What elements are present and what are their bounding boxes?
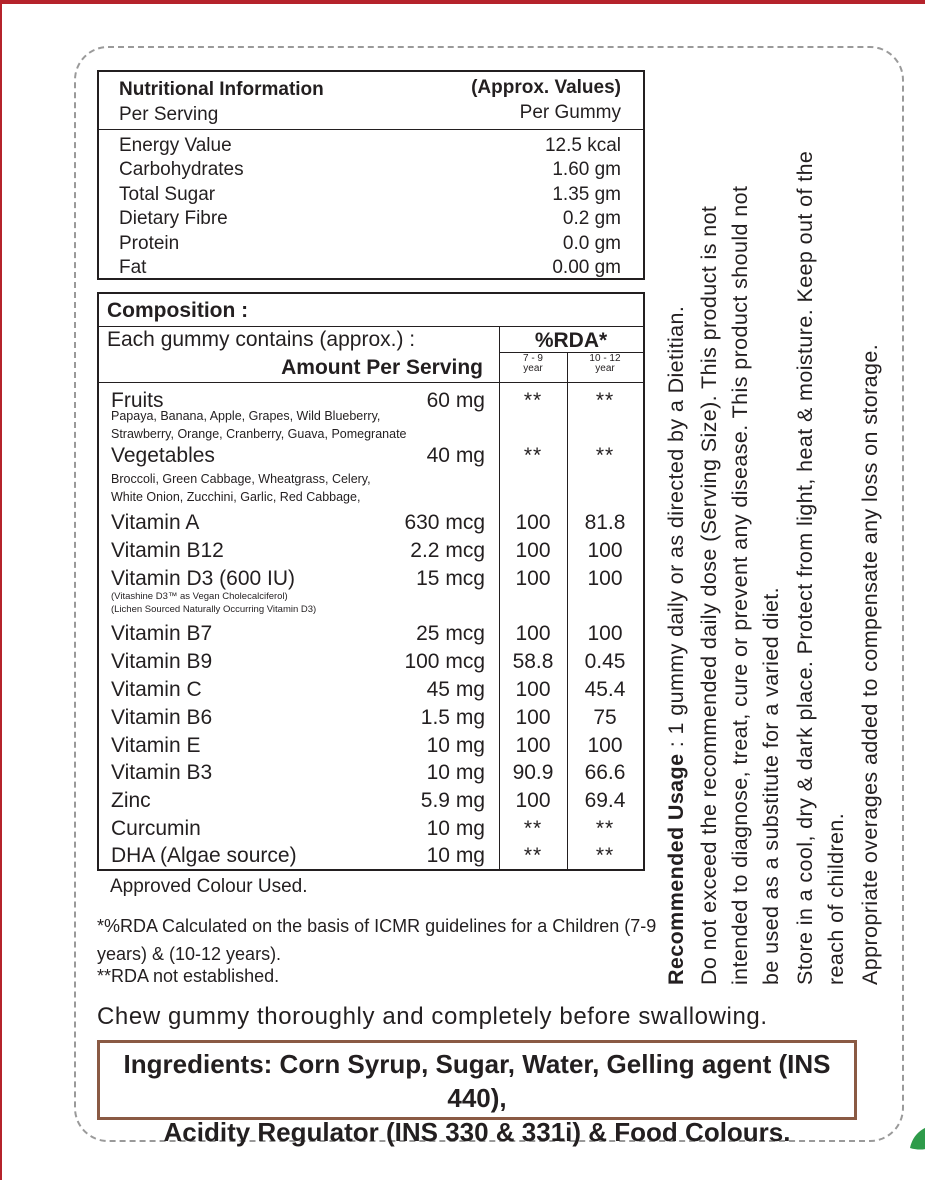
rda-10-12: 75	[593, 706, 617, 729]
age-group-1-range: 7 - 9	[522, 353, 543, 364]
ingredient-amount: 10 mg	[426, 817, 485, 840]
ingredient-detail: Strawberry, Orange, Cranberry, Guava, Pomegranate	[111, 427, 407, 441]
per-gummy-label: Per Gummy	[519, 102, 621, 123]
rda-7-9: **	[523, 844, 543, 867]
side-note-line: intended to diagnose, treat, cure or prevent any disease. This product should not	[728, 185, 752, 985]
rda-7-9: 58.8	[512, 650, 554, 673]
ingredient-detail: White Onion, Zucchini, Garlic, Red Cabbage,	[111, 490, 361, 504]
rda-7-9: 100	[515, 706, 551, 729]
ingredient-detail: Broccoli, Green Cabbage, Wheatgrass, Celery,	[111, 472, 371, 486]
ingredient-name: Vitamin A	[111, 511, 200, 534]
nutrient-name: Carbohydrates	[119, 159, 244, 180]
nutrient-value: 12.5 kcal	[544, 135, 621, 156]
ingredient-detail: Papaya, Banana, Apple, Grapes, Wild Blueberry,	[111, 409, 381, 423]
rda-10-12: 69.4	[584, 789, 626, 812]
approved-colour-note: Approved Colour Used.	[110, 876, 308, 897]
composition-subtitle: Each gummy contains (approx.) :	[107, 328, 416, 351]
rda-10-12: 81.8	[584, 511, 626, 534]
side-note-line: be used as a substitute for a varied diet.	[759, 586, 783, 985]
ingredient-name: Vitamin C	[111, 678, 202, 701]
ingredient-amount: 1.5 mg	[420, 706, 485, 729]
ingredient-detail: (Vitashine D3™ as Vegan Cholecalciferol)	[111, 591, 288, 602]
rda-7-9: 100	[515, 789, 551, 812]
ingredient-amount: 2.2 mcg	[410, 539, 485, 562]
rda-7-9: 100	[515, 678, 551, 701]
nutrition-row	[99, 184, 643, 208]
ingredients-line-2: Acidity Regulator (INS 330 & 331i) & Food Colours.	[163, 1117, 791, 1147]
ingredient-name: Vitamin B6	[111, 706, 213, 729]
ingredient-amount: 60 mg	[426, 389, 485, 412]
ingredient-name: Vitamin B3	[111, 761, 213, 784]
leaf-icon	[908, 1118, 925, 1158]
rda-7-9: 100	[515, 539, 551, 562]
rda-7-9: 100	[515, 511, 551, 534]
rda-10-12: 100	[587, 622, 623, 645]
rda-7-9: 100	[515, 734, 551, 757]
age-group-1	[499, 354, 567, 374]
overages-note: Appropriate overages added to compensate any loss on storage.	[858, 343, 882, 985]
per-serving-label: Per Serving	[119, 104, 219, 125]
rda-not-established-note: **RDA not established.	[97, 966, 280, 986]
usage-note	[664, 306, 689, 985]
rda-7-9: 100	[515, 622, 551, 645]
rda-10-12: 0.45	[584, 650, 626, 673]
ingredient-name: Curcumin	[111, 817, 201, 840]
nutrient-value: 1.60 gm	[552, 159, 621, 180]
rda-7-9: **	[523, 817, 543, 840]
rda-7-9: 90.9	[512, 761, 554, 784]
nutrition-row	[99, 135, 643, 159]
composition-title: Composition :	[107, 299, 249, 322]
rda-7-9: **	[523, 444, 543, 467]
nutrient-name: Energy Value	[119, 135, 232, 156]
nutrient-value: 0.0 gm	[562, 233, 621, 254]
ingredient-amount: 40 mg	[426, 444, 485, 467]
age-group-2-range: 10 - 12	[589, 353, 621, 364]
nutrition-title: Nutritional Information	[119, 79, 324, 100]
age-group-1-unit: year	[523, 363, 543, 374]
divider	[499, 352, 643, 353]
nutrient-value: 0.00 gm	[552, 257, 621, 278]
nutrient-name: Dietary Fibre	[119, 208, 228, 229]
rda-10-12: 100	[587, 734, 623, 757]
ingredient-amount: 10 mg	[426, 761, 485, 784]
nutrition-table	[97, 70, 645, 280]
ingredient-amount: 630 mcg	[404, 511, 485, 534]
ingredient-name: Vitamin B9	[111, 650, 213, 673]
ingredient-name: Vitamin E	[111, 734, 201, 757]
ingredient-detail: (Lichen Sourced Naturally Occurring Vitamin D3)	[111, 604, 317, 615]
nutrient-name: Total Sugar	[119, 184, 216, 205]
rda-7-9: 100	[515, 567, 551, 590]
age-group-2-unit: year	[595, 363, 615, 374]
ingredient-amount: 15 mcg	[416, 567, 485, 590]
rda-10-12: 100	[587, 567, 623, 590]
rda-10-12: **	[595, 389, 615, 412]
nutrition-row	[99, 233, 643, 257]
rda-title: %RDA*	[534, 329, 608, 352]
age-group-2	[567, 354, 643, 374]
nutrition-row	[99, 208, 643, 232]
ingredient-name: Zinc	[111, 789, 151, 812]
divider	[99, 382, 643, 383]
rda-header	[499, 326, 643, 384]
nutrient-name: Fat	[119, 257, 147, 278]
ingredient-name: Vitamin B12	[111, 539, 224, 562]
nutrition-row	[99, 257, 643, 281]
nutrition-row	[99, 159, 643, 183]
side-note-line: Do not exceed the recommended daily dose (Serving Size). This product is not	[697, 205, 721, 985]
ingredient-name: Vitamin B7	[111, 622, 213, 645]
ingredients-box	[97, 1040, 857, 1147]
rda-10-12: 45.4	[584, 678, 626, 701]
rda-7-9: **	[523, 389, 543, 412]
rda-10-12: 100	[587, 539, 623, 562]
ingredient-amount: 45 mg	[426, 678, 485, 701]
ingredient-name: Vegetables	[111, 444, 215, 467]
ingredient-name: Vitamin D3 (600 IU)	[111, 567, 296, 590]
ingredient-name: Fruits	[111, 389, 164, 412]
ingredient-amount: 25 mcg	[416, 622, 485, 645]
nutrient-value: 0.2 gm	[562, 208, 621, 229]
left-border-line	[0, 0, 2, 1180]
rda-10-12: **	[595, 844, 615, 867]
nutrient-name: Protein	[119, 233, 180, 254]
ingredient-amount: 10 mg	[426, 844, 485, 867]
approx-values-label: (Approx. Values)	[471, 77, 621, 98]
rda-10-12: **	[595, 817, 615, 840]
storage-note-line: Store in a cool, dry & dark place. Protect from light, heat & moisture. Keep out of the	[793, 150, 817, 985]
chew-instruction: Chew gummy thoroughly and completely before swallowing.	[97, 1003, 768, 1030]
ingredient-amount: 100 mcg	[404, 650, 485, 673]
ingredients-line-1: Ingredients: Corn Syrup, Sugar, Water, Gelling agent (INS 440),	[123, 1049, 831, 1113]
nutrition-header	[99, 72, 643, 130]
ingredient-amount: 5.9 mg	[420, 789, 485, 812]
storage-note-line: reach of children.	[824, 812, 848, 985]
top-border-line	[0, 0, 925, 4]
ingredient-amount: 10 mg	[426, 734, 485, 757]
composition-table	[97, 292, 645, 871]
ingredient-name: DHA (Algae source)	[111, 844, 297, 867]
rda-10-12: **	[595, 444, 615, 467]
usage-label: Recommended Usage	[664, 753, 688, 985]
rda-footnote: *%RDA Calculated on the basis of ICMR guidelines for a Children (7-9 years) & (10-12 years).	[97, 916, 657, 964]
rda-10-12: 66.6	[584, 761, 626, 784]
amount-per-serving-header: Amount Per Serving	[281, 356, 483, 379]
nutrient-value: 1.35 gm	[552, 184, 621, 205]
usage-text: : 1 gummy daily or as directed by a Dietitian.	[664, 305, 688, 754]
